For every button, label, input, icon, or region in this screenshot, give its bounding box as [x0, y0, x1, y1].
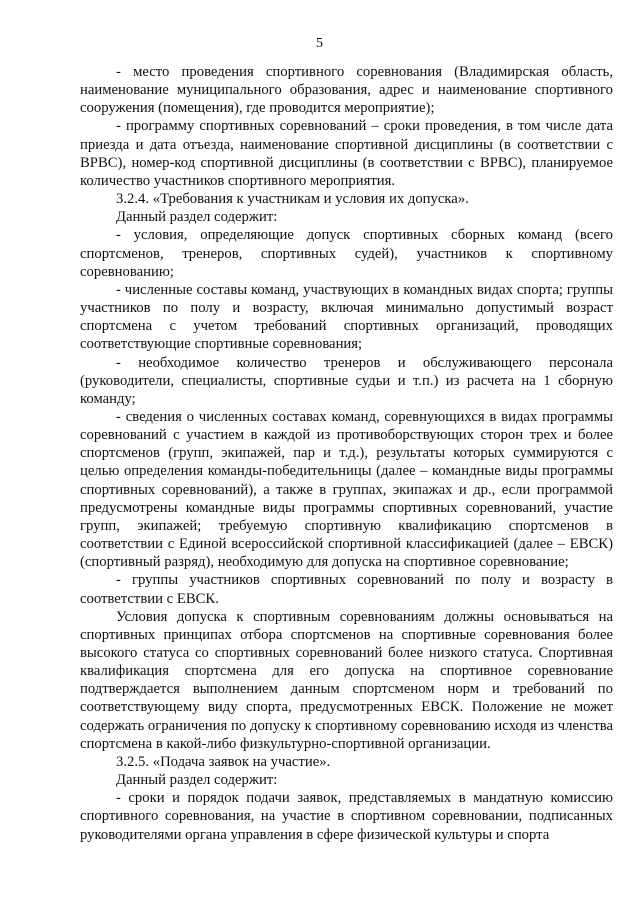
paragraph-program: - программу спортивных соревнований – сроки проведения, в том числе дата приезда и дата отъезда, наименование спортивной дисциплины (в соответствии с ВРВС), номер-код спортивной дисциплины (в соответствии с ВРВС), планируемое количество участников спортивного мероприятия.: [80, 118, 613, 189]
paragraph-admission-principles: Условия допуска к спортивным соревнованиям должны основываться на спортивных принципах отбора спортсменов на спортивные соревнования более высокого статуса со спортивных соревнований более низкого статуса. Спортивная квалификация спортсмена для его допуска на спортивное соревнование подтверждается выполнением данным спортсменом норм и требований по соответствующему виду спорта, предусмотренных ЕВСК. Положение не может содержать ограничения по допуску к спортивному соревнованию исходя из членства спортсмена в какой-либо физкультурно-спортивной организации.: [80, 608, 613, 752]
paragraph-admission-conditions: - условия, определяющие допуск спортивных сборных команд (всего спортсменов, тренеров, спортивных судей), участников к спортивному соревнованию;: [80, 227, 613, 280]
section-intro: Данный раздел содержит:: [116, 772, 278, 789]
paragraph-coaches-count: - необходимое количество тренеров и обслуживающего персонала (руководители, специалисты, спортивные судьи и т.п.) из расчета на 1 сборную команду;: [80, 354, 613, 407]
paragraph-team-events: - сведения о численных составах команд, соревнующихся в видах программы соревнований с участием в каждой из противоборствующих сторон трех и более спортсменов (групп, экипажей, пар и т.д.), результаты которых суммируются с целью определения команды-победительницы (далее – командные виды программы спортивных соревнований), а также в группах, экипажах и др., если программой предусмотрены командные виды программы спортивных соревнований, участие групп, экипажей; требуемую спортивную квалификацию спортсменов в соответствии с Единой всероссийской спортивной классификацией (далее – ЕВСК) (спортивный разряд), необходимую для допуска на спортивное соревнование;: [80, 408, 613, 571]
document-body: [80, 63, 613, 844]
paragraph-application-deadlines: - сроки и порядок подачи заявок, представляемых в мандатную комиссию спортивного соревнования, на участие в спортивном соревновании, подписанных руководителями органа управления в сфере физической культуры и спорта: [80, 790, 613, 843]
section-heading-3-2-4: 3.2.4. «Требования к участникам и условия их допуска».: [116, 191, 469, 208]
paragraph-team-composition: - численные составы команд, участвующих в командных видах спорта; группы участников по полу и возрасту, включая минимально допустимый возраст спортсмена с учетом требований спортивных организаций, проводящих соответствующие спортивные соревнования;: [80, 281, 613, 353]
page-number: 5: [316, 36, 323, 51]
section-intro: Данный раздел содержит:: [116, 209, 278, 226]
section-heading-3-2-5: 3.2.5. «Подача заявок на участие».: [116, 753, 331, 770]
paragraph-venue: - место проведения спортивного соревнования (Владимирская область, наименование муниципального образования, адрес и наименование спортивного сооружения (помещения), где проводится мероприятие);: [80, 64, 613, 117]
paragraph-participant-groups: - группы участников спортивных соревнований по полу и возрасту в соответствии с ЕВСК.: [80, 572, 613, 607]
